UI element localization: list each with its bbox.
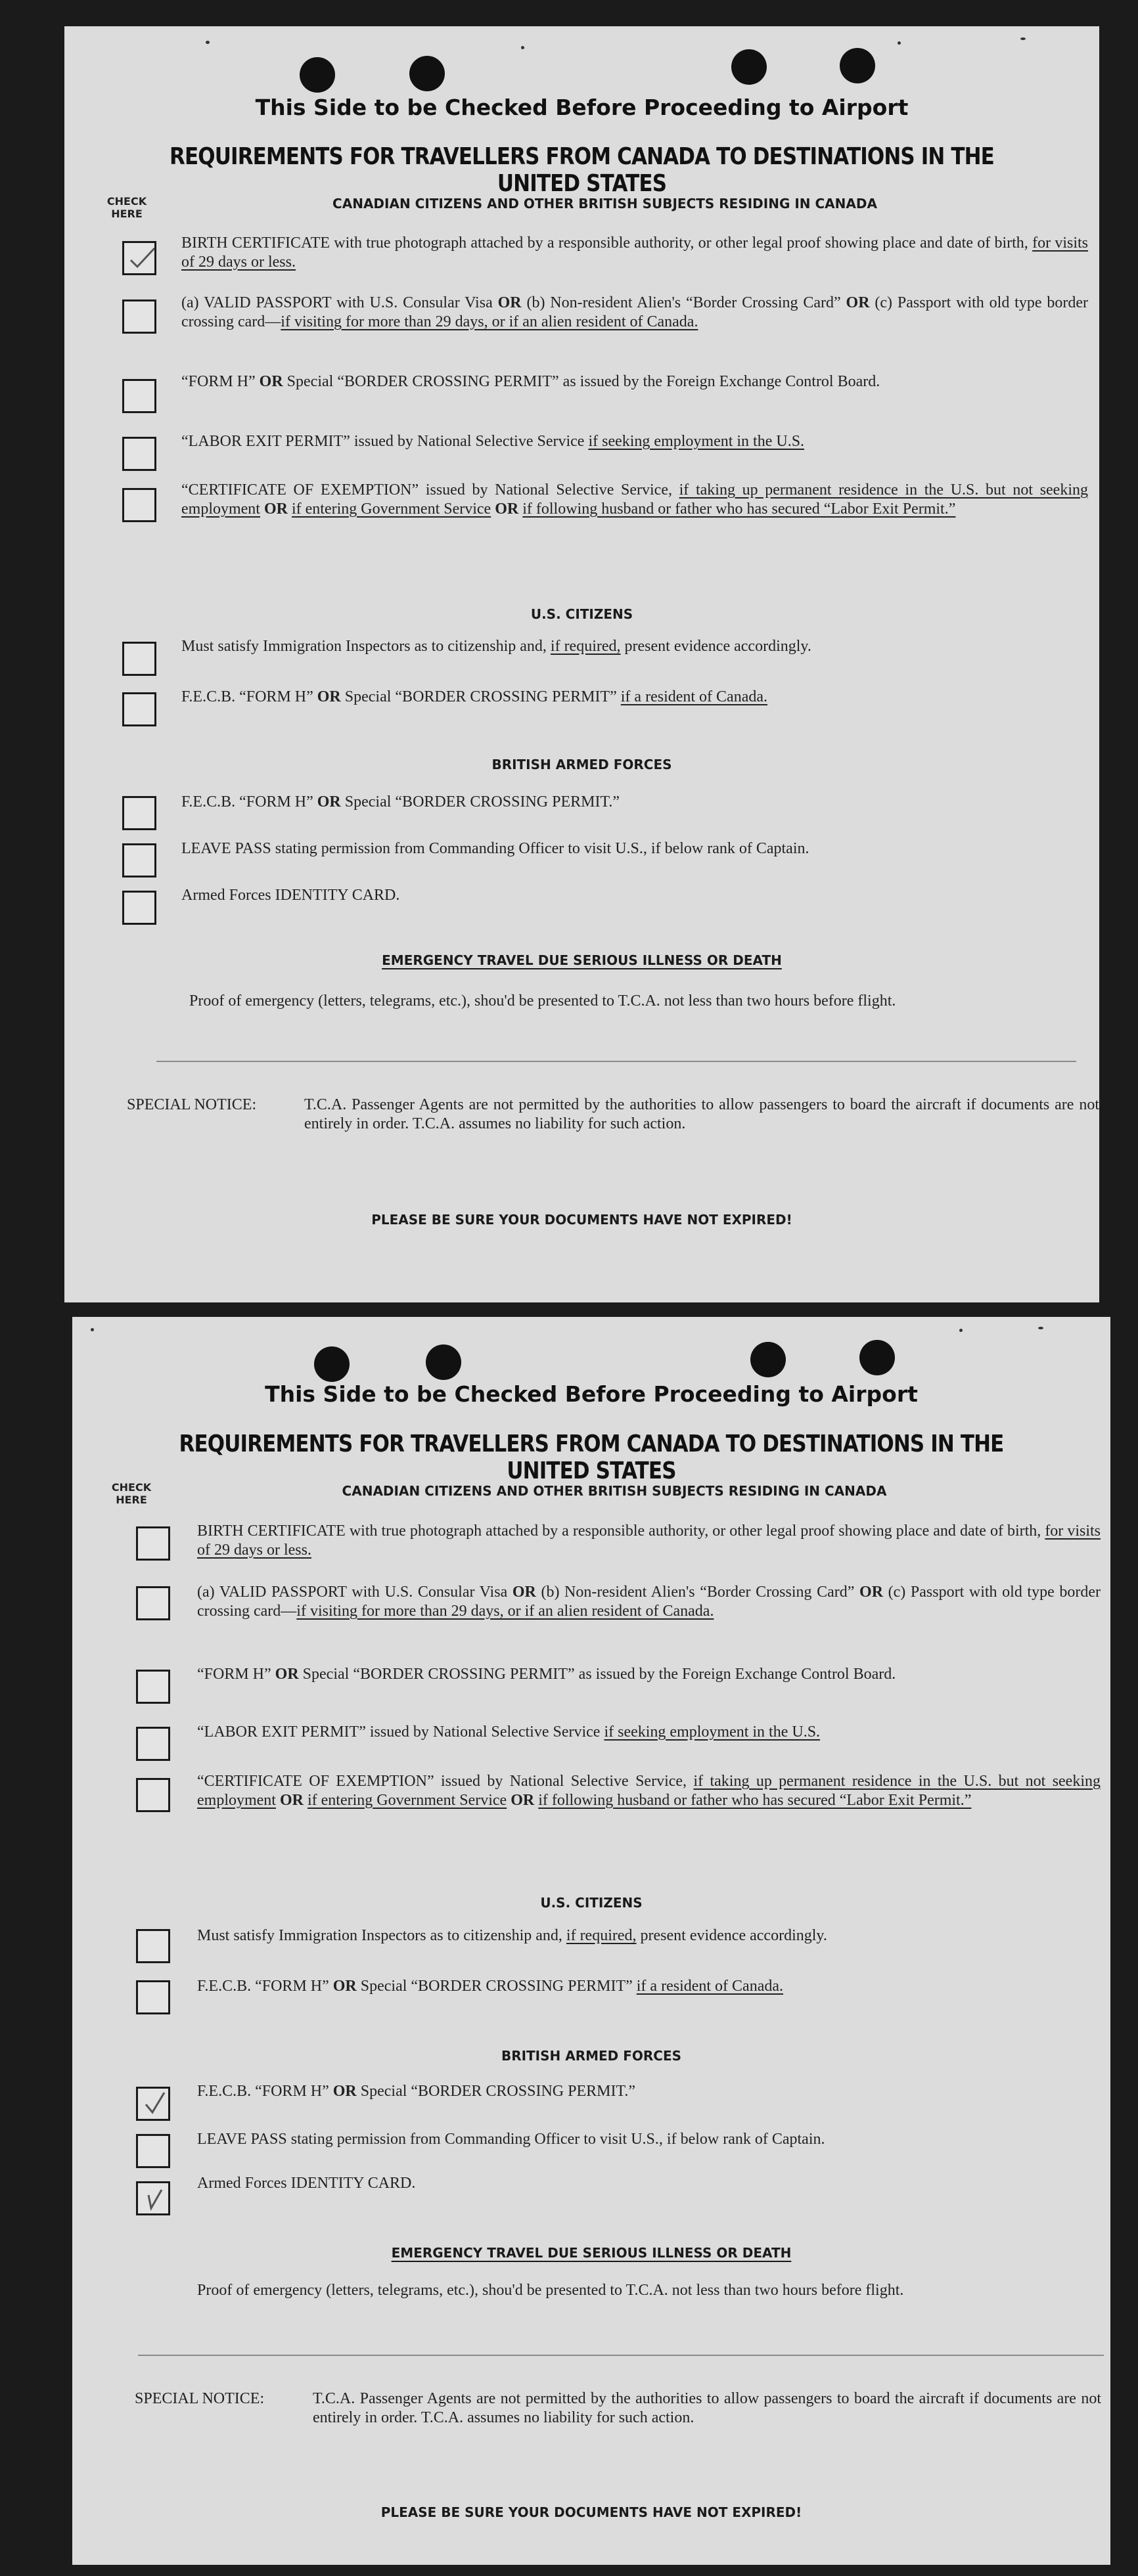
checkbox-valid-passport[interactable] bbox=[136, 1586, 170, 1620]
item-us-form-h: F.E.C.B. “FORM H” OR Special “BORDER CROSSING PERMIT” if a resident of Canada. bbox=[181, 688, 768, 705]
checkbox-leave-pass[interactable] bbox=[122, 843, 156, 877]
item-birth-certificate: BIRTH CERTIFICATE with true photograph attached by a responsible authority, or other legal proof showing place and date of birth, for visits of 29 days or less. bbox=[197, 1522, 1101, 1559]
emergency-text: Proof of emergency (letters, telegrams, etc.), shou'd be presented to T.C.A. not less than two hours before flight. bbox=[197, 2282, 904, 2299]
item-certificate-of-exemption: “CERTIFICATE OF EXEMPTION” issued by National Selective Service, if taking up permanent residence in the U.S. but not seeking employment OR if entering Government Service OR if following husband or father who has secured “Labor Exit Permit.” bbox=[181, 481, 1089, 518]
section-emergency-travel: EMERGENCY TRAVEL DUE SERIOUS ILLNESS OR DEATH bbox=[391, 2245, 792, 2261]
main-title: REQUIREMENTS FOR TRAVELLERS FROM CANADA TO DESTINATIONS IN THE UNITED STATES bbox=[179, 1431, 1004, 1484]
item-labor-exit-permit: “LABOR EXIT PERMIT” issued by National Selective Service if seeking employment in the U.S. bbox=[197, 1723, 821, 1741]
checkbox-us-immigration[interactable] bbox=[136, 1929, 170, 1963]
checkbox-birth-certificate[interactable] bbox=[122, 241, 156, 275]
item-valid-passport: (a) VALID PASSPORT with U.S. Consular Visa OR (b) Non-resident Alien's “Border Crossing Card” OR (c) Passport with old type border crossing card—if visiting for more than 29 days, or if an alien resident of Canada. bbox=[181, 294, 1089, 330]
checkbox-us-form-h[interactable] bbox=[136, 1980, 170, 2014]
section-emergency-travel: EMERGENCY TRAVEL DUE SERIOUS ILLNESS OR DEATH bbox=[382, 952, 782, 968]
checkbox-birth-certificate[interactable] bbox=[136, 1526, 170, 1561]
item-identity-card: Armed Forces IDENTITY CARD. bbox=[197, 2175, 416, 2192]
item-valid-passport: (a) VALID PASSPORT with U.S. Consular Visa OR (b) Non-resident Alien's “Border Crossing Card” OR (c) Passport with old type border crossing card—if visiting for more than 29 days, or if an alien resident of Canada. bbox=[197, 1584, 1101, 1620]
footer-notice: PLEASE BE SURE YOUR DOCUMENTS HAVE NOT EXPIRED! bbox=[380, 2504, 802, 2520]
divider bbox=[156, 1061, 1076, 1062]
item-us-form-h: F.E.C.B. “FORM H” OR Special “BORDER CROSSING PERMIT” if a resident of Canada. bbox=[197, 1978, 784, 1995]
special-notice-label: SPECIAL NOTICE: bbox=[135, 2390, 265, 2407]
item-birth-certificate: BIRTH CERTIFICATE with true photograph attached by a responsible authority, or other legal proof showing place and date of birth, for visits of 29 days or less. bbox=[181, 234, 1089, 271]
checkbox-labor-exit-permit[interactable] bbox=[122, 437, 156, 471]
section-us-citizens: U.S. CITIZENS bbox=[530, 606, 633, 622]
checkbox-us-immigration[interactable] bbox=[122, 642, 156, 676]
punch-hole bbox=[314, 1346, 350, 1382]
side-title: This Side to be Checked Before Proceeding to Airport bbox=[255, 95, 909, 120]
punch-hole bbox=[840, 48, 875, 83]
punch-hole bbox=[426, 1344, 461, 1380]
item-armed-form-h: F.E.C.B. “FORM H” OR Special “BORDER CROSSING PERMIT.” bbox=[197, 2083, 635, 2100]
checkbox-labor-exit-permit[interactable] bbox=[136, 1727, 170, 1761]
item-identity-card: Armed Forces IDENTITY CARD. bbox=[181, 887, 400, 904]
item-form-h: “FORM H” OR Special “BORDER CROSSING PERMIT” as issued by the Foreign Exchange Control Board. bbox=[197, 1666, 896, 1683]
punch-hole bbox=[409, 56, 445, 91]
checkbox-armed-form-h[interactable] bbox=[122, 796, 156, 830]
check-mark-icon bbox=[142, 2186, 168, 2212]
punch-hole bbox=[300, 57, 335, 93]
item-leave-pass: LEAVE PASS stating permission from Commanding Officer to visit U.S., if below rank of Captain. bbox=[197, 2131, 825, 2148]
checkbox-certificate-of-exemption[interactable] bbox=[122, 488, 156, 522]
section-canadian-citizens: CANADIAN CITIZENS AND OTHER BRITISH SUBJECTS RESIDING IN CANADA bbox=[332, 196, 877, 211]
check-here-label: CHECK HERE bbox=[106, 195, 147, 220]
emergency-text: Proof of emergency (letters, telegrams, etc.), shou'd be presented to T.C.A. not less than two hours before flight. bbox=[189, 992, 896, 1010]
checkbox-armed-form-h[interactable] bbox=[136, 2087, 170, 2121]
checkbox-leave-pass[interactable] bbox=[136, 2134, 170, 2168]
item-us-immigration: Must satisfy Immigration Inspectors as to citizenship and, if required, present evidence accordingly. bbox=[197, 1927, 827, 1944]
item-labor-exit-permit: “LABOR EXIT PERMIT” issued by National Selective Service if seeking employment in the U.S. bbox=[181, 433, 805, 450]
main-title: REQUIREMENTS FOR TRAVELLERS FROM CANADA TO DESTINATIONS IN THE UNITED STATES bbox=[170, 143, 994, 197]
checkbox-identity-card[interactable] bbox=[122, 891, 156, 925]
special-notice-label: SPECIAL NOTICE: bbox=[127, 1096, 257, 1113]
section-us-citizens: U.S. CITIZENS bbox=[540, 1895, 643, 1911]
checkbox-certificate-of-exemption[interactable] bbox=[136, 1778, 170, 1812]
form-sheet-1 bbox=[64, 26, 1099, 1302]
section-british-armed-forces: BRITISH ARMED FORCES bbox=[501, 2048, 682, 2064]
item-certificate-of-exemption: “CERTIFICATE OF EXEMPTION” issued by National Selective Service, if taking up permanent residence in the U.S. but not seeking employment OR if entering Government Service OR if following husband or father who has secured “Labor Exit Permit.” bbox=[197, 1773, 1101, 1809]
checkbox-valid-passport[interactable] bbox=[122, 300, 156, 334]
punch-hole bbox=[859, 1340, 895, 1375]
footer-notice: PLEASE BE SURE YOUR DOCUMENTS HAVE NOT EXPIRED! bbox=[371, 1212, 792, 1228]
section-british-armed-forces: BRITISH ARMED FORCES bbox=[491, 757, 672, 772]
item-us-immigration: Must satisfy Immigration Inspectors as to citizenship and, if required, present evidence accordingly. bbox=[181, 638, 811, 655]
check-mark-icon bbox=[142, 2091, 168, 2118]
section-canadian-citizens: CANADIAN CITIZENS AND OTHER BRITISH SUBJECTS RESIDING IN CANADA bbox=[342, 1483, 887, 1499]
check-mark-icon bbox=[128, 246, 154, 272]
punch-hole bbox=[731, 49, 767, 85]
checkbox-identity-card[interactable] bbox=[136, 2181, 170, 2215]
special-notice-text: T.C.A. Passenger Agents are not permitted by the authorities to allow passengers to board the aircraft if documents are not entirely in order. T.C.A. assumes no liability for such action. bbox=[313, 2390, 1101, 2426]
item-leave-pass: LEAVE PASS stating permission from Commanding Officer to visit U.S., if below rank of Captain. bbox=[181, 840, 809, 857]
side-title: This Side to be Checked Before Proceeding to Airport bbox=[265, 1381, 918, 1407]
form-sheet-2 bbox=[72, 1317, 1110, 2565]
checkbox-form-h[interactable] bbox=[136, 1670, 170, 1704]
checkbox-form-h[interactable] bbox=[122, 379, 156, 413]
divider bbox=[138, 2355, 1104, 2356]
punch-hole bbox=[750, 1342, 786, 1377]
special-notice-text: T.C.A. Passenger Agents are not permitted by the authorities to allow passengers to board the aircraft if documents are not entirely in order. T.C.A. assumes no liability for such action. bbox=[304, 1096, 1099, 1132]
item-form-h: “FORM H” OR Special “BORDER CROSSING PERMIT” as issued by the Foreign Exchange Control Board. bbox=[181, 373, 880, 390]
check-here-label: CHECK HERE bbox=[111, 1481, 152, 1506]
checkbox-us-form-h[interactable] bbox=[122, 692, 156, 726]
item-armed-form-h: F.E.C.B. “FORM H” OR Special “BORDER CROSSING PERMIT.” bbox=[181, 793, 620, 811]
